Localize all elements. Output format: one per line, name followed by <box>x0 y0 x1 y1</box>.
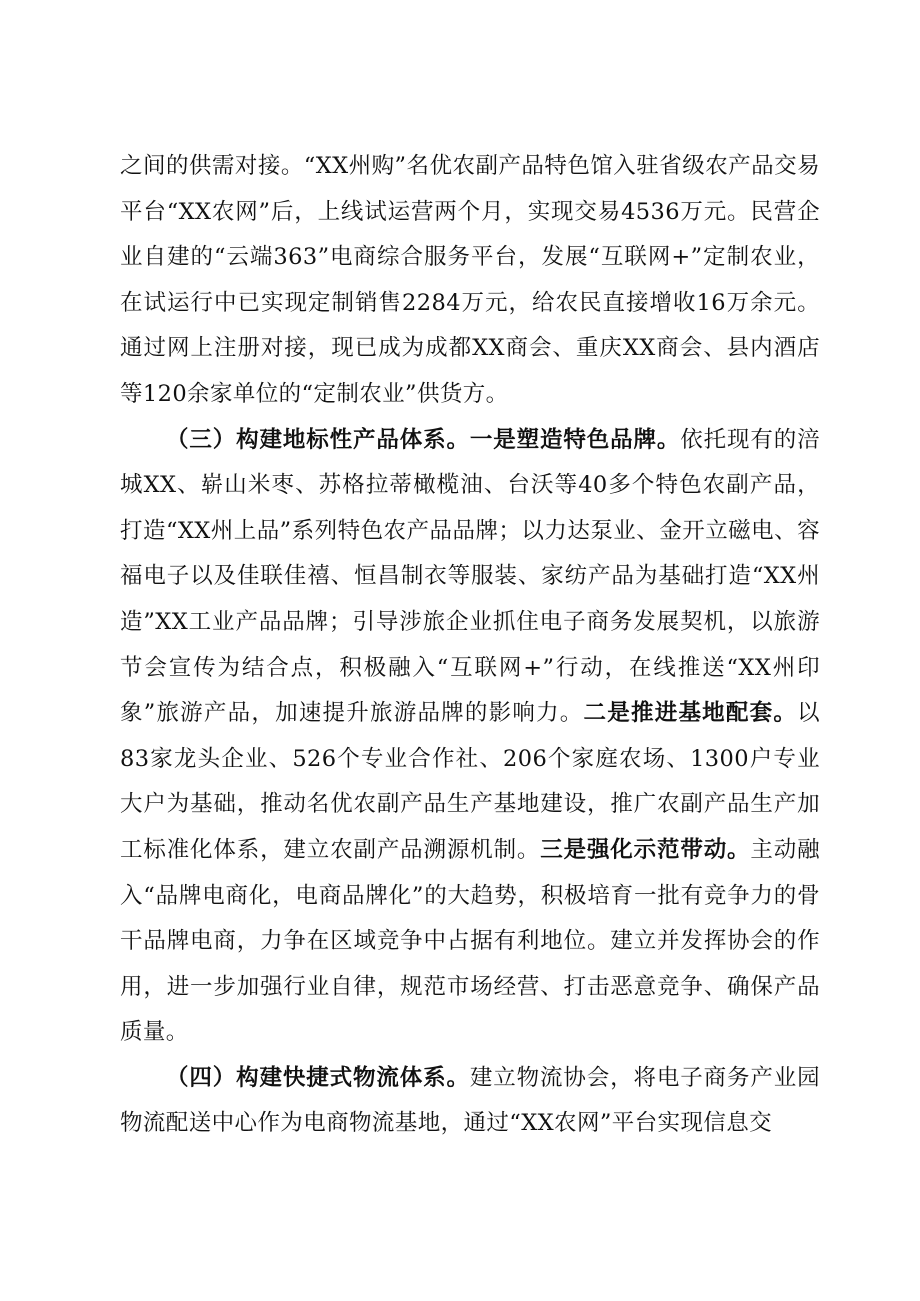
point-heading-demo: 三是强化示范带动。 <box>540 836 751 863</box>
paragraph-text: 以83家龙头企业、526个专业合作社、206个家庭农场、1300户专业大户为基础，推动名优农副产品生产基地建设，推广农副产品生产加工标准化体系，建立农副产品溯源机制。 <box>120 700 820 863</box>
point-heading-brand: 一是塑造特色品牌。 <box>469 426 681 453</box>
paragraph-section-three <box>120 418 820 1056</box>
paragraph-text: 之间的供需对接。“XX州购”名优农副产品特色馆入驻省级农产品交易平台“XX农网”后，上线试运营两个月，实现交易4536万元。民营企业自建的“云端363”电商综合服务平台，发展“互联网+”定制农业，在试运行中已实现定制销售2284万元，给农民直接增收16万余元。通过网上注册对接，现已成为成都XX商会、重庆XX商会、县内酒店等120余家单位的“定制农业”供货方。 <box>120 153 820 407</box>
section-heading-three: （三）构建地标性产品体系。 <box>166 426 470 453</box>
paragraph-text: 依托现有的涪城XX、崭山米枣、苏格拉蒂橄榄油、台沃等40多个特色农副产品，打造“XX州上品”系列特色农产品品牌；以力达泵业、金开立磁电、容福电子以及佳联佳禧、恒昌制衣等服装、家纺产品为基础打造“XX州造”XX工业产品品牌；引导涉旅企业抓住电子商务发展契机，以旅游节会宣传为结合点，积极融入“互联网+”行动，在线推送“XX州印象”旅游产品，加速提升旅游品牌的影响力。 <box>120 426 821 727</box>
document-body <box>120 144 820 1147</box>
paragraph-supply-demand <box>120 144 820 418</box>
paragraph-text: 主动融入“品牌电商化，电商品牌化”的大趋势，积极培育一批有竞争力的骨干品牌电商，力争在区域竞争中占据有利地位。建立并发挥协会的作用，进一步加强行业自律，规范市场经营、打击恶意竞争、确保产品质量。 <box>120 836 821 1046</box>
section-heading-four: （四）构建快捷式物流体系。 <box>166 1064 470 1091</box>
paragraph-section-four <box>120 1056 820 1147</box>
point-heading-base: 二是推进基地配套。 <box>583 700 798 727</box>
paragraph-text: 建立物流协会，将电子商务产业园物流配送中心作为电商物流基地，通过“XX农网”平台实现信息交 <box>120 1064 820 1137</box>
